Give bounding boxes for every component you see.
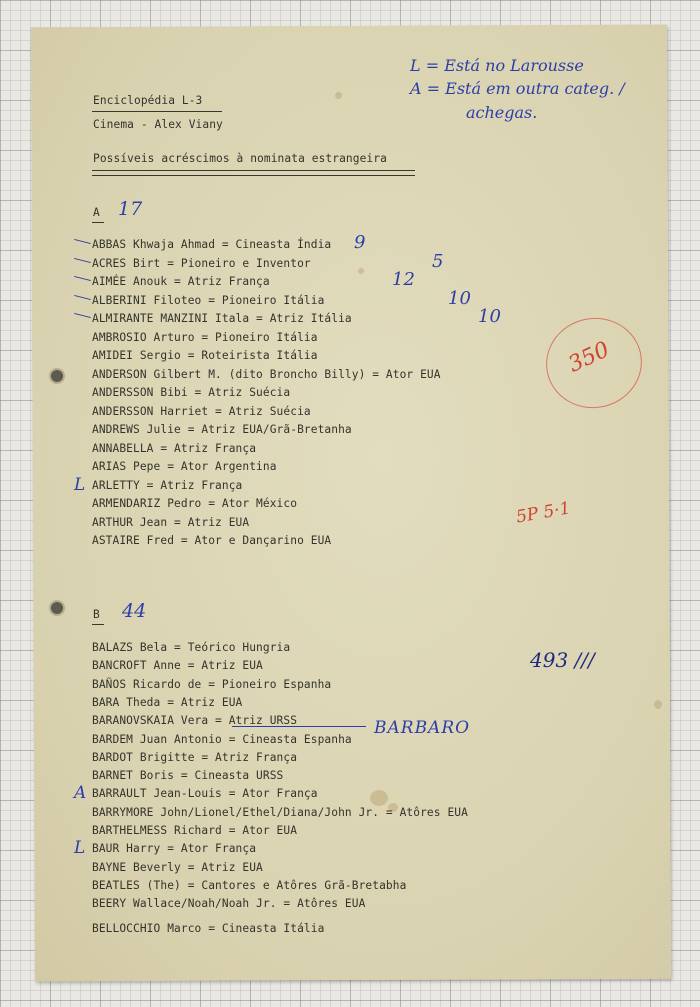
- heading-double-rule: [92, 175, 415, 176]
- list-item: ACRES Birt = Pioneiro e Inventor: [92, 256, 311, 270]
- list-item: BANCROFT Anne = Atriz EUA: [92, 659, 263, 673]
- handwritten-number: 10: [448, 287, 471, 309]
- list-item: BARTHELMESS Richard = Ator EUA: [92, 824, 298, 837]
- punch-hole-bottom: [49, 600, 65, 616]
- stain: [370, 790, 388, 806]
- red-stamp-number: 350: [564, 337, 614, 378]
- list-item: BARDOT Brigitte = Atriz França: [92, 750, 298, 764]
- list-item: ANDERSSON Harriet = Atriz Suécia: [92, 404, 311, 418]
- list-item: BAUR Harry = Ator França: [92, 842, 257, 856]
- list-item: BAÑOS Ricardo de = Pioneiro Espanha: [92, 677, 332, 691]
- section-count-b: 44: [122, 600, 147, 622]
- list-item: BARANOVSKAIA Vera = Atriz URSS: [92, 714, 298, 728]
- note-legend-a-line2: achegas.: [466, 103, 538, 122]
- list-item: BAYNE Beverly = Atriz EUA: [92, 860, 263, 874]
- list-item: BARRAULT Jean-Louis = Ator França: [92, 787, 318, 801]
- heading-double-rule: [92, 170, 415, 171]
- list-item: ANNABELLA = Atriz França: [92, 441, 257, 455]
- letter-underline: [92, 624, 104, 625]
- punch-hole-top: [49, 368, 65, 384]
- list-item: BARA Theda = Atriz EUA: [92, 695, 243, 709]
- stain: [654, 700, 662, 709]
- margin-letter-mark: L: [74, 474, 86, 495]
- list-item: BARNET Boris = Cineasta URSS: [92, 769, 284, 783]
- margin-letter-mark: L: [74, 838, 86, 859]
- list-item: AMIDEI Sergio = Roteirista Itália: [92, 349, 318, 362]
- list-item: BARRYMORE John/Lionel/Ethel/Diana/John Jr. = Atôres EUA: [92, 805, 468, 819]
- margin-count-note: 493 ///: [530, 648, 595, 672]
- barbaro-underline: [232, 726, 366, 727]
- handwritten-number: 12: [392, 269, 415, 290]
- handwritten-number: 5: [432, 250, 444, 272]
- list-item: AIMÉE Anouk = Atriz França: [92, 275, 270, 288]
- document-subtitle: Cinema - Alex Viany: [93, 118, 223, 131]
- list-item: ASTAIRE Fred = Ator e Dançarino EUA: [92, 534, 332, 547]
- list-item: BARDEM Juan Antonio = Cineasta Espanha: [92, 732, 352, 746]
- list-item: ARMENDARIZ Pedro = Ator México: [92, 497, 298, 510]
- red-margin-note: 5P 5·1: [514, 498, 573, 528]
- list-item: BALAZS Bela = Teórico Hungria: [92, 641, 291, 654]
- title-underline: [92, 111, 222, 112]
- letter-underline: [92, 222, 104, 223]
- section-letter-b: B: [93, 608, 100, 621]
- list-item: BEERY Wallace/Noah/Noah Jr. = Atôres EUA: [92, 897, 366, 911]
- section-heading: Possíveis acréscimos à nominata estrangeira: [93, 152, 387, 165]
- section-count-a: 17: [118, 198, 143, 220]
- list-item: ANDERSSON Bibi = Atriz Suécia: [92, 386, 291, 399]
- stain: [335, 92, 342, 99]
- margin-letter-mark: A: [74, 783, 87, 804]
- list-item: ARLETTY = Atriz França: [92, 478, 243, 492]
- list-item: ALBERINI Filoteo = Pioneiro Itália: [92, 293, 325, 307]
- list-item: ANDERSON Gilbert M. (dito Broncho Billy) = Ator EUA: [92, 367, 441, 381]
- list-item: ARIAS Pepe = Ator Argentina: [92, 460, 277, 473]
- list-item: ALMIRANTE MANZINI Itala = Atriz Itália: [92, 312, 352, 325]
- section-letter-a: A: [93, 206, 100, 219]
- stain: [358, 268, 364, 274]
- handwritten-number: 9: [354, 232, 366, 253]
- handwritten-number: 10: [478, 306, 501, 327]
- document-title: Enciclopédia L-3: [93, 94, 203, 107]
- list-item: ABBAS Khwaja Ahmad = Cineasta Índia: [92, 238, 332, 251]
- list-item: ARTHUR Jean = Atriz EUA: [92, 515, 250, 529]
- list-item: BEATLES (The) = Cantores e Atôres Grã-Bretabha: [92, 878, 407, 892]
- note-legend-a-line1: A = Está em outra categ. /: [410, 79, 625, 98]
- barbaro-annotation: BARBARO: [374, 718, 471, 738]
- list-item: ANDREWS Julie = Atriz EUA/Grã-Bretanha: [92, 423, 352, 436]
- list-item: AMBROSIO Arturo = Pioneiro Itália: [92, 330, 318, 344]
- list-item: BELLOCCHIO Marco = Cineasta Itália: [92, 921, 325, 935]
- note-legend-l: L = Está no Larousse: [410, 56, 584, 75]
